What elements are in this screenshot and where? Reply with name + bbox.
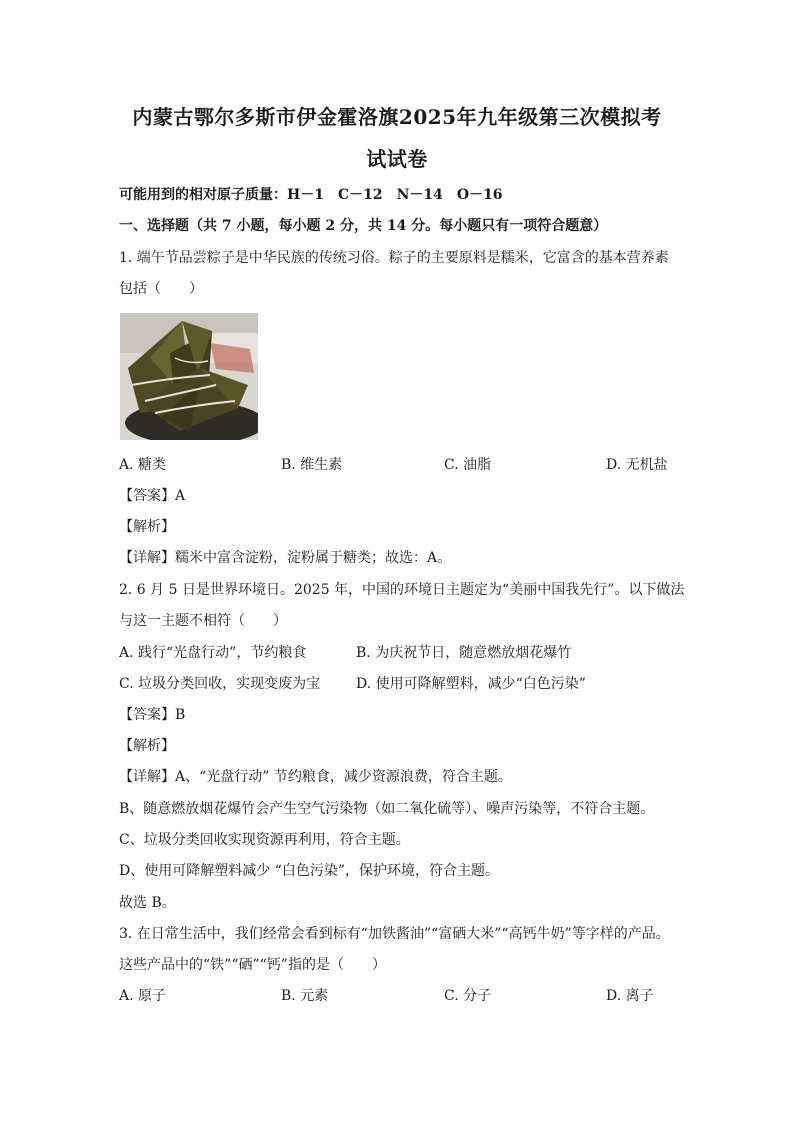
q2-option-c: C. 垃圾分类回收，实现变废为宝 [119, 676, 321, 692]
q2-option-d: D. 使用可降解塑料，减少“白色污染” [356, 676, 586, 692]
q3-option-b: B. 元素 [281, 988, 329, 1004]
q1-stem-line-1: 1. 端午节品尝粽子是中华民族的传统习俗。粽子的主要原料是糯米，它富含的基本营养素 [119, 250, 669, 266]
q2-stem-line-1: 2. 6 月 5 日是世界环境日。2025 年，中国的环境日主题定为“美丽中国我先行”。以下做法 [119, 582, 685, 598]
section-heading: 一、选择题（共 7 小题，每小题 2 分，共 14 分。每小题只有一项符合题意） [119, 218, 608, 234]
zongzi-photo [120, 313, 258, 440]
q1-option-d: D. 无机盐 [606, 457, 668, 473]
q2-conclusion: 故选 B。 [119, 895, 176, 911]
q2-detail-line-3: C、垃圾分类回收实现资源再利用，符合主题。 [119, 832, 410, 848]
q1-option-a: A. 糖类 [119, 457, 167, 473]
q2-detail-line-2: B、随意燃放烟花爆竹会产生空气污染物（如二氧化硫等）、噪声污染等，不符合主题。 [119, 801, 655, 817]
q2-stem-line-2: 与这一主题不相符（ ） [119, 613, 287, 629]
q2-detail-line-1: 【详解】A、“光盘行动” 节约粮食，减少资源浪费，符合主题。 [119, 769, 512, 785]
q3-stem-line-2: 这些产品中的“铁”“硒”“钙”指的是（ ） [119, 957, 386, 973]
q2-option-b: B. 为庆祝节日，随意燃放烟花爆竹 [356, 645, 572, 661]
exam-title-line-2: 试试卷 [366, 147, 428, 171]
q1-analysis-label: 【解析】 [119, 519, 175, 535]
q3-stem-line-1: 3. 在日常生活中，我们经常会看到标有“加铁酱油”“富硒大米”“高钙牛奶”等字样的产品。 [119, 926, 670, 942]
q3-option-c: C. 分子 [444, 988, 492, 1004]
q1-answer: 【答案】A [119, 488, 186, 504]
exam-title-line-1: 内蒙古鄂尔多斯市伊金霍洛旗2025年九年级第三次模拟考 [132, 105, 662, 129]
q1-detail: 【详解】糯米中富含淀粉，淀粉属于糖类；故选：A。 [119, 550, 452, 566]
q3-option-d: D. 离子 [606, 988, 654, 1004]
q1-stem-line-2: 包括（ ） [119, 281, 203, 297]
q2-detail-line-4: D、使用可降解塑料减少 “白色污染”，保护环境，符合主题。 [119, 863, 499, 879]
q3-option-a: A. 原子 [119, 988, 167, 1004]
q2-analysis-label: 【解析】 [119, 738, 175, 754]
q1-option-b: B. 维生素 [281, 457, 343, 473]
q1-option-c: C. 油脂 [444, 457, 492, 473]
q2-answer: 【答案】B [119, 707, 186, 723]
atomic-masses-note: 可能用到的相对原子质量：H－1 C－12 N－14 O－16 [119, 187, 503, 203]
q2-option-a: A. 践行“光盘行动”，节约粮食 [119, 645, 307, 661]
zongzi-photo-icon [120, 313, 258, 440]
